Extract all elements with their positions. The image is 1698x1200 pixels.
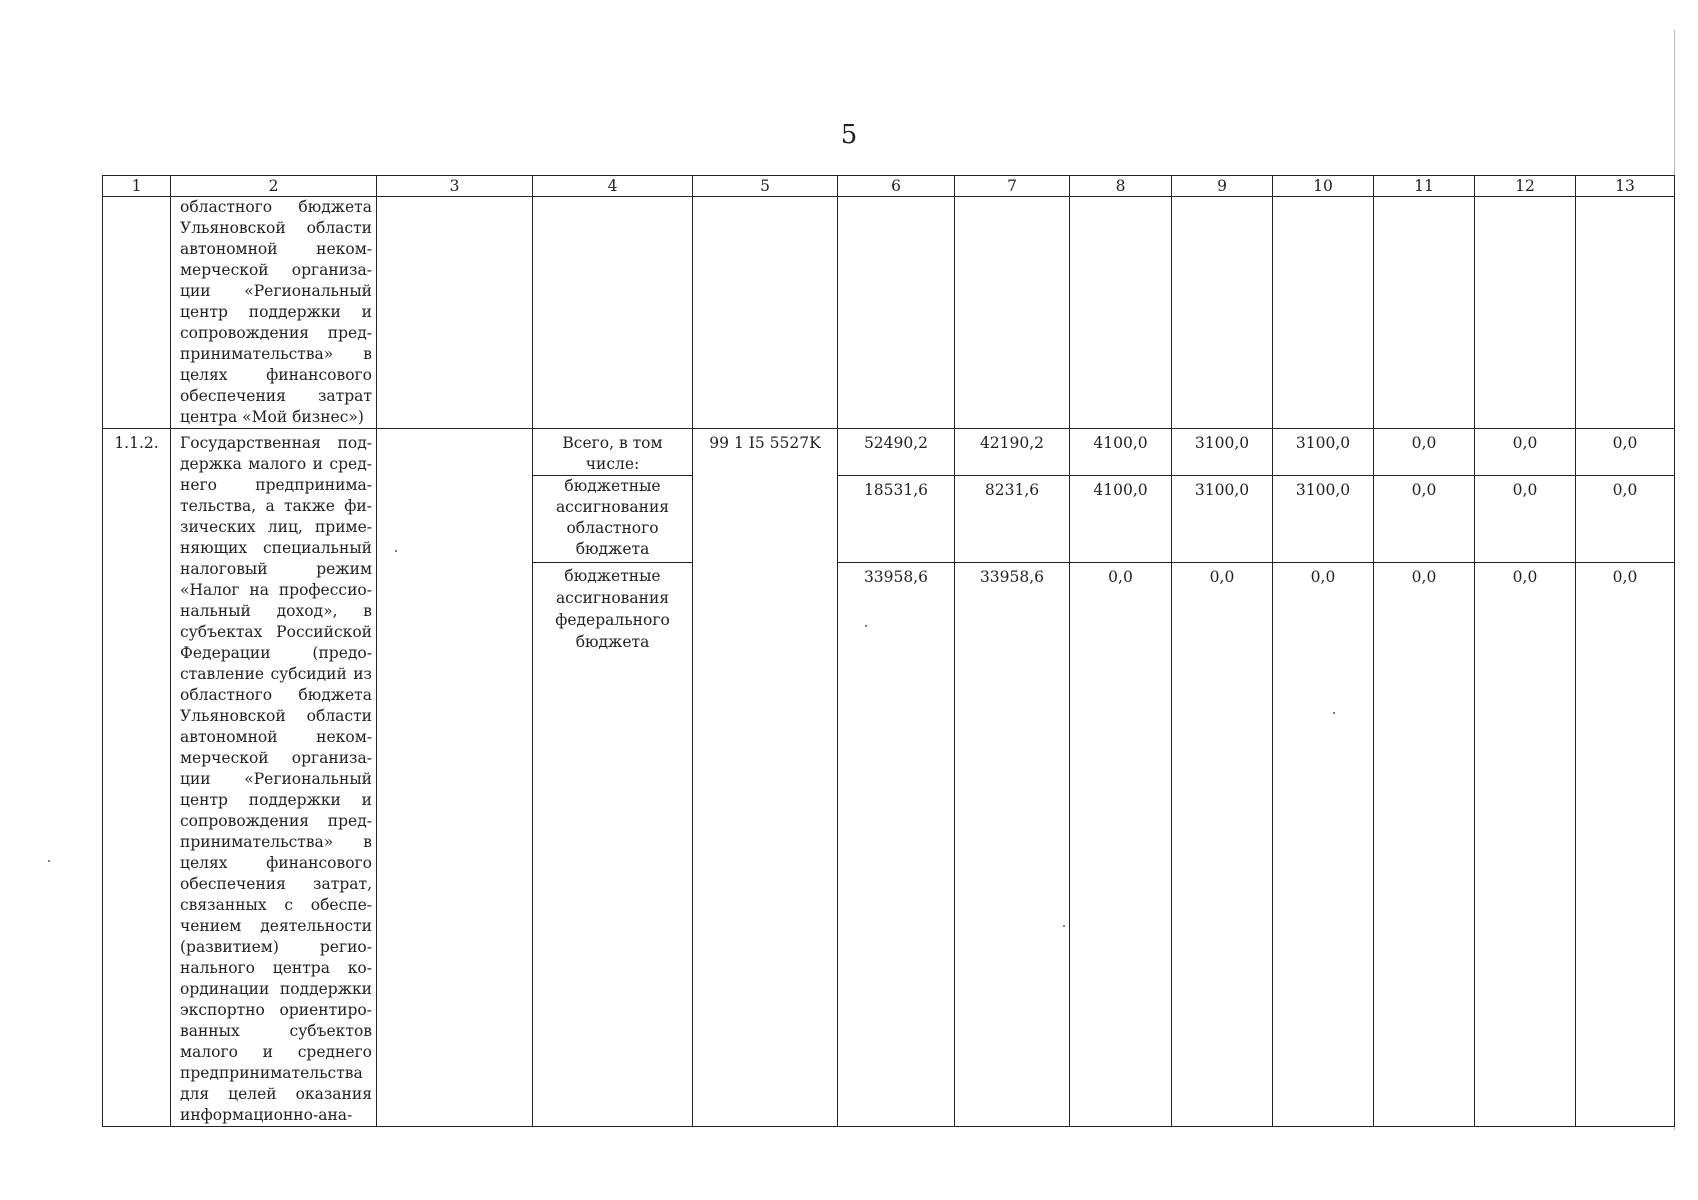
item-number: 1.1.2. [103,429,171,1127]
value-cell: 0,0 [1576,429,1675,476]
value-cell: 8231,6 [955,476,1070,563]
budget-code: 99 1 I5 5527K [693,429,838,1127]
value-cell: 0,0 [1576,562,1675,1126]
value-cell: 18531,6 [838,476,955,563]
page-number: 5 [840,120,858,150]
col-header: 10 [1273,176,1374,197]
budget-table [102,175,1675,1127]
value-cell: 0,0 [1475,562,1576,1126]
value-cell: 3100,0 [1273,429,1374,476]
col-header: 5 [693,176,838,197]
value-cell: 3100,0 [1273,476,1374,563]
value-cell: 0,0 [1576,476,1675,563]
col-header: 12 [1475,176,1576,197]
col-header: 8 [1070,176,1172,197]
value-cell: 42190,2 [955,429,1070,476]
value-cell: 0,0 [1374,429,1475,476]
col-header: 6 [838,176,955,197]
item-row-total [103,429,1675,476]
value-cell: 0,0 [1374,562,1475,1126]
value-cell: 3100,0 [1172,476,1273,563]
col-header: 9 [1172,176,1273,197]
col-header: 11 [1374,176,1475,197]
item-description: Государственная под-держка малого и сред-него предпринима-тельства, а также фи-зических лиц, приме-няющих специальный налоговый режим «Налог на профессио-нальный доход», в субъектах Российской Федерации (предо-ставление субсидий из областного бюджета Ульяновской области автономной неком-мерческой организа-ции «Региональный центр поддержки и сопровождения пред-принимательства» в целях финансового обеспечения затрат, связанных с обеспе-чением деятельности (развитием) регио-нального центра ко-ординации поддержки экспортно ориентиро-ванных субъектов малого и среднего предпринимательства для целей оказания информационно-ана- [171,429,377,1127]
scan-speck [1063,925,1065,927]
value-cell: 0,0 [1475,476,1576,563]
funding-source: бюджетные ассигнования областного бюджета [533,476,693,563]
value-cell: 0,0 [1374,476,1475,563]
value-cell: 33958,6 [838,562,955,1126]
scan-speck [48,860,50,862]
scan-speck [1333,712,1335,714]
scan-speck [865,625,867,627]
value-cell: 4100,0 [1070,429,1172,476]
header-row [103,176,1675,197]
col-header: 1 [103,176,171,197]
col-header: 13 [1576,176,1675,197]
scan-speck [395,550,397,552]
continuation-text: областного бюджета Ульяновской области автономной неком-мерческой организа-ции «Региональный центр поддержки и сопровождения пред-принимательства» в целях финансового обеспечения затрат центра «Мой бизнес») [171,197,377,429]
value-cell: 0,0 [1172,562,1273,1126]
funding-source: бюджетные ассигнования федерального бюджета [533,562,693,1126]
value-cell: 3100,0 [1172,429,1273,476]
col-header: 7 [955,176,1070,197]
col-header: 2 [171,176,377,197]
col-header: 3 [377,176,533,197]
value-cell: 33958,6 [955,562,1070,1126]
value-cell: 0,0 [1273,562,1374,1126]
value-cell: 0,0 [1475,429,1576,476]
funding-source: Всего, в том числе: [533,429,693,476]
col-header: 4 [533,176,693,197]
value-cell: 4100,0 [1070,476,1172,563]
continuation-row [103,197,1675,429]
value-cell: 0,0 [1070,562,1172,1126]
value-cell: 52490,2 [838,429,955,476]
